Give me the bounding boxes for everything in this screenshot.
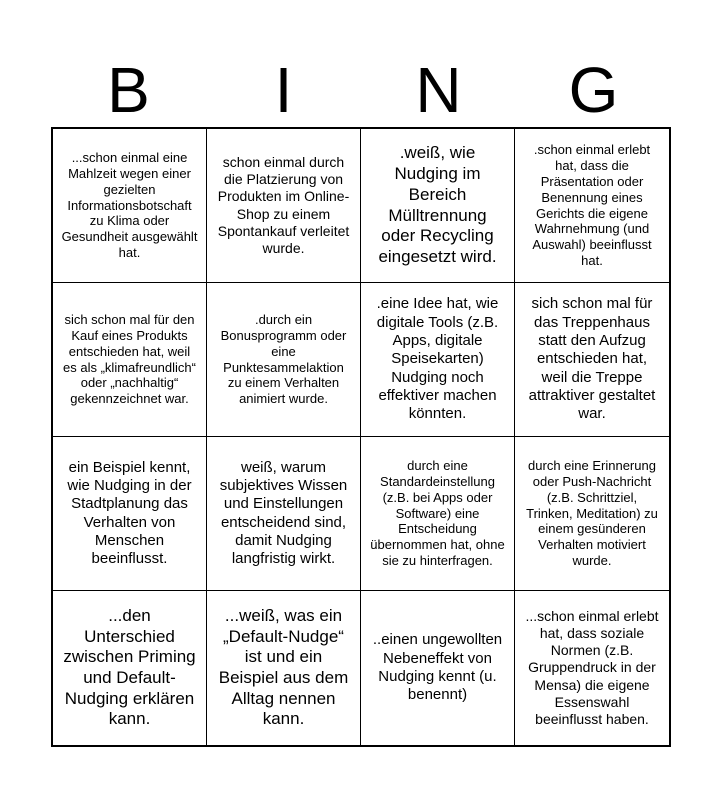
cell-text: ..einen ungewollten Nebeneffekt von Nudging kennt (u. benennt) bbox=[372, 631, 503, 704]
cell-text: ...weiß, was ein „Default-Nudge“ ist und ein Beispiel aus dem Alltag nennen kann. bbox=[218, 605, 349, 729]
cell-text: schon einmal durch die Platzierung von Produkten im Online-Shop zu einem Spontankauf verleitet wurde. bbox=[217, 154, 350, 256]
cell-text: sich schon mal für den Kauf eines Produkts entschieden hat, weil es als „klimafreundlich“ oder „nachhaltig“ gekennzeichnet war. bbox=[63, 311, 196, 407]
bingo-cell[interactable] bbox=[53, 591, 207, 745]
bingo-cell[interactable] bbox=[207, 591, 361, 745]
bingo-cell[interactable] bbox=[53, 129, 207, 283]
cell-text: durch eine Erinnerung oder Push-Nachricht (z.B. Schrittziel, Trinken, Meditation) zu einem gesünderen Verhalten motiviert wurde. bbox=[526, 457, 658, 569]
cell-text: ein Beispiel kennt, wie Nudging in der Stadtplanung das Verhalten von Menschen beeinflusst. bbox=[67, 458, 192, 568]
bingo-cell[interactable] bbox=[515, 437, 669, 591]
cell-text: sich schon mal für das Treppenhaus statt den Aufzug entschieden hat, weil die Treppe attraktiver gestaltet war. bbox=[528, 295, 656, 423]
bingo-grid bbox=[51, 127, 671, 747]
bingo-cell[interactable] bbox=[515, 283, 669, 437]
header-letter-g: G bbox=[568, 54, 619, 126]
bingo-cell[interactable] bbox=[53, 283, 207, 437]
cell-text: ...den Unterschied zwischen Priming und Default-Nudging erklären kann. bbox=[63, 605, 196, 729]
header-letter-i: I bbox=[274, 54, 293, 126]
cell-text: .durch ein Bonusprogramm oder eine Punktesammelaktion zu einem Verhalten animiert wurde. bbox=[220, 311, 347, 407]
bingo-cell[interactable] bbox=[515, 129, 669, 283]
bingo-cell[interactable] bbox=[207, 129, 361, 283]
bingo-cell[interactable] bbox=[207, 283, 361, 437]
cell-text: .schon einmal erlebt hat, dass die Präsentation oder Benennung eines Gerichts die eigene Wahrnehmung (und Auswahl) beeinflusst hat. bbox=[532, 142, 652, 269]
bingo-cell[interactable] bbox=[361, 283, 515, 437]
cell-text: durch eine Standardeinstellung (z.B. bei Apps oder Software) eine Entscheidung übernommen hat, ohne sie zu hinterfragen. bbox=[370, 457, 505, 569]
cell-text: .weiß, wie Nudging im Bereich Mülltrennung oder Recycling eingesetzt wird. bbox=[378, 143, 497, 266]
bingo-cell[interactable] bbox=[361, 129, 515, 283]
bingo-cell[interactable] bbox=[53, 437, 207, 591]
header-letter-b: B bbox=[107, 54, 150, 126]
bingo-cell[interactable] bbox=[361, 591, 515, 745]
bingo-cell[interactable] bbox=[361, 437, 515, 591]
cell-text: ...schon einmal eine Mahlzeit wegen einer gezielten Informationsbotschaft zu Klima oder Gesundheit ausgewählt hat. bbox=[61, 149, 198, 261]
bingo-cell[interactable] bbox=[207, 437, 361, 591]
cell-text: ...schon einmal erlebt hat, dass soziale Normen (z.B. Gruppendruck in der Mensa) die eigene Essenswahl beeinflusst haben. bbox=[525, 608, 659, 727]
bingo-cell[interactable] bbox=[515, 591, 669, 745]
cell-text: weiß, warum subjektives Wissen und Einstellungen entscheidend sind, damit Nudging langfristig wirkt. bbox=[219, 458, 348, 568]
cell-text: .eine Idee hat, wie digitale Tools (z.B. Apps, digitale Speisekarten) Nudging noch effektiver machen könnten. bbox=[376, 295, 499, 423]
header-letter-n: N bbox=[415, 54, 462, 126]
bingo-header bbox=[51, 52, 671, 128]
